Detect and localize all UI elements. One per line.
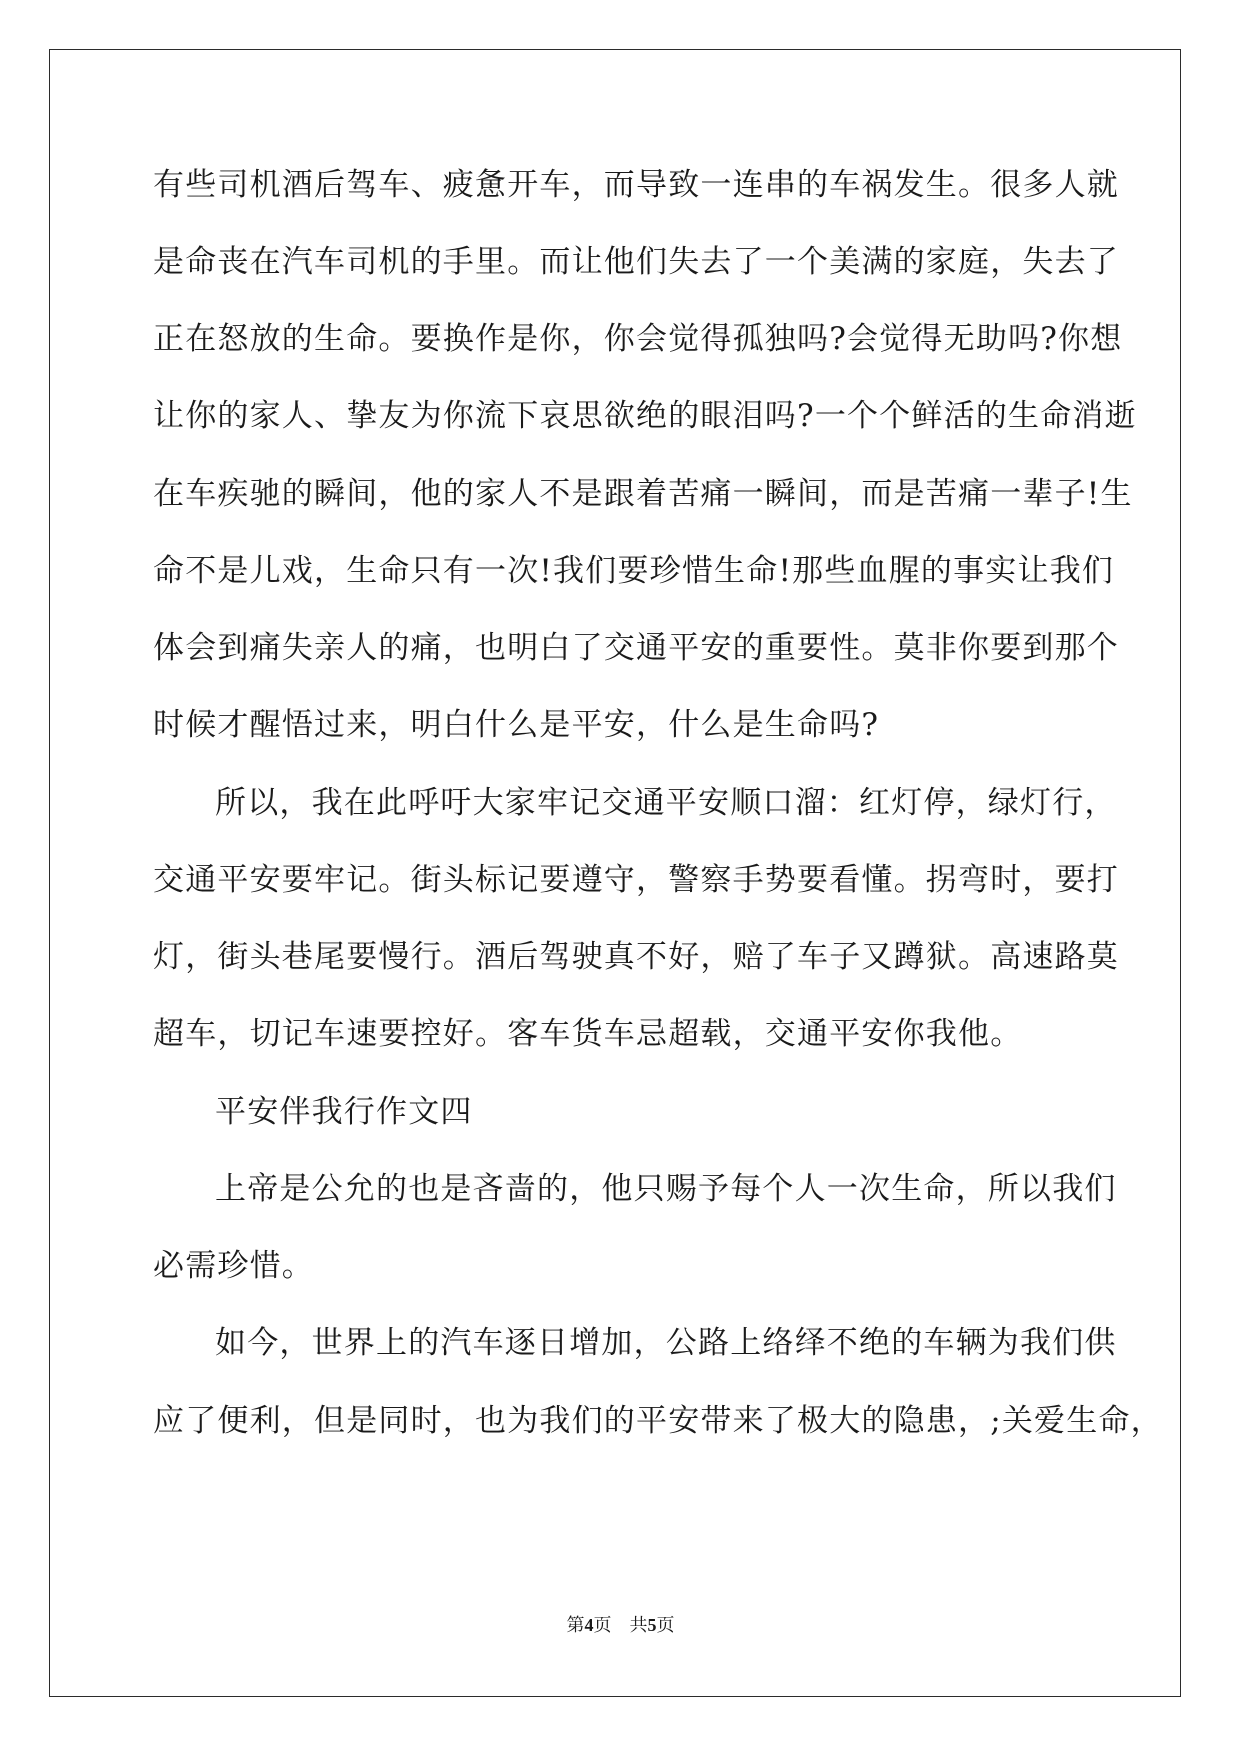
total-pages: 5 xyxy=(647,1615,657,1635)
text-line: 灯，街头巷尾要慢行。酒后驾驶真不好，赔了车子又蹲狱。高速路莫 xyxy=(153,939,1119,975)
text-line: 必需珍惜。 xyxy=(153,1248,314,1284)
text-line: 体会到痛失亲人的痛，也明白了交通平安的重要性。莫非你要到那个 xyxy=(153,630,1119,666)
text-line: 是命丧在汽车司机的手里。而让他们失去了一个美满的家庭，失去了 xyxy=(153,244,1119,280)
page-footer xyxy=(0,1611,1241,1637)
text-line: 在车疾驰的瞬间，他的家人不是跟着苦痛一瞬间，而是苦痛一辈子!生 xyxy=(153,476,1133,512)
total-suffix: 页 xyxy=(656,1615,675,1635)
page-prefix: 第 xyxy=(566,1615,585,1635)
text-line: 交通平安要牢记。街头标记要遵守，警察手势要看懂。拐弯时，要打 xyxy=(153,862,1119,898)
text-line: 超车，切记车速要控好。客车货车忌超载，交通平安你我他。 xyxy=(153,1016,1023,1052)
total-prefix: 共 xyxy=(629,1615,648,1635)
text-line: 时候才醒悟过来，明白什么是平安，什么是生命吗? xyxy=(153,707,880,743)
text-line: 应了便利，但是同时，也为我们的平安带来了极大的隐患，;关爱生命， xyxy=(153,1403,1163,1439)
text-line: 如今，世界上的汽车逐日增加，公路上络绎不绝的车辆为我们供 xyxy=(215,1325,1117,1361)
section-heading: 平安伴我行作文四 xyxy=(215,1094,473,1130)
page-number: 4 xyxy=(584,1615,594,1635)
text-line: 有些司机酒后驾车、疲惫开车，而导致一连串的车祸发生。很多人就 xyxy=(153,167,1119,203)
text-line: 上帝是公允的也是吝啬的，他只赐予每个人一次生命，所以我们 xyxy=(215,1171,1117,1207)
text-line: 让你的家人、挚友为你流下哀思欲绝的眼泪吗?一个个鲜活的生命消逝 xyxy=(153,398,1137,434)
text-line: 正在怒放的生命。要换作是你，你会觉得孤独吗?会觉得无助吗?你想 xyxy=(153,321,1123,357)
text-line: 所以，我在此呼吁大家牢记交通平安顺口溜：红灯停，绿灯行， xyxy=(215,785,1117,821)
page-suffix: 页 xyxy=(593,1615,612,1635)
text-line: 命不是儿戏，生命只有一次!我们要珍惜生命!那些血腥的事实让我们 xyxy=(153,553,1115,589)
